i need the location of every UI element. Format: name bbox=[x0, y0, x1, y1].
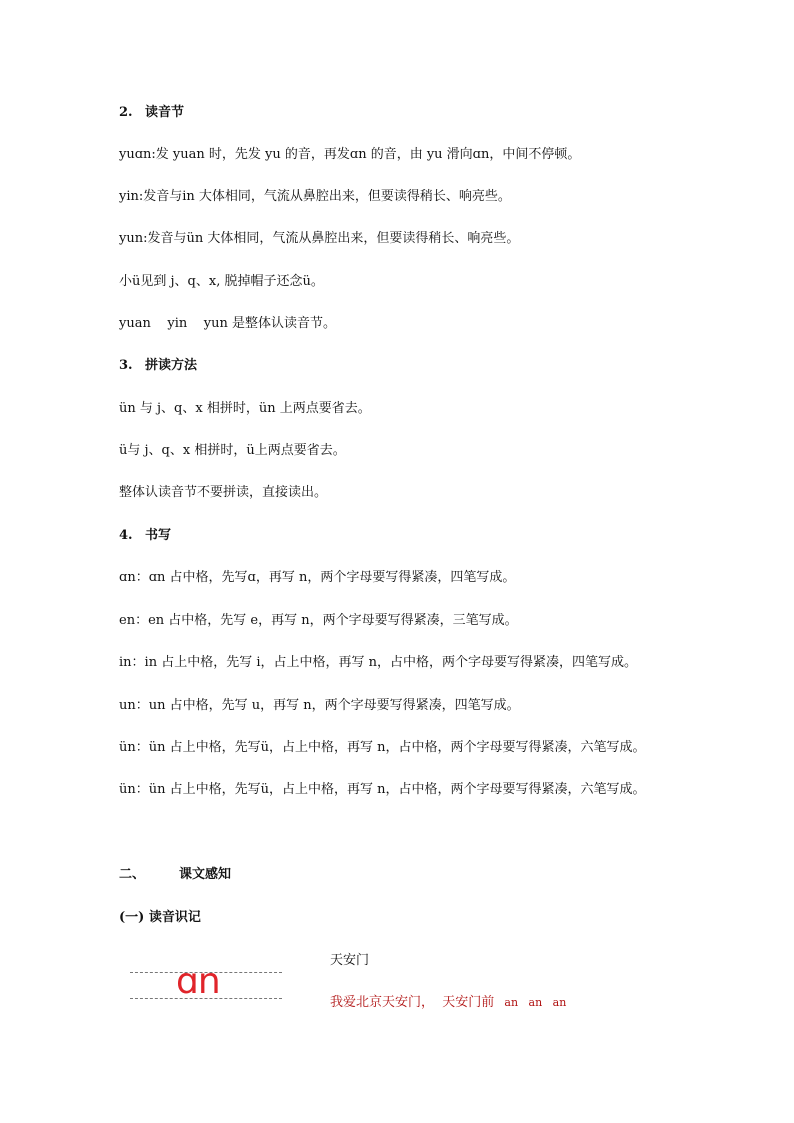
subheading: (一) 读音识记 bbox=[119, 910, 201, 925]
part-2-heading: 二、 课文感知 bbox=[119, 867, 232, 882]
section-3-heading: 3. 拼读方法 bbox=[119, 358, 198, 373]
paragraph: en：en 占中格，先写 e，再写 n，两个字母要写得紧凑，三笔写成。 bbox=[119, 613, 518, 628]
paragraph: ün 与 j、q、x 相拼时，ün 上两点要省去。 bbox=[119, 401, 371, 416]
paragraph: 小ü见到 j、q、x, 脱掉帽子还念ü。 bbox=[119, 274, 324, 289]
poem-title: 天安门 bbox=[330, 953, 370, 968]
paragraph: yuan yin yun 是整体认读音节。 bbox=[119, 316, 336, 331]
paragraph: ün：ün 占上中格，先写ü，占上中格，再写 n，占中格，两个字母要写得紧凑，六笔写成。 bbox=[119, 740, 646, 755]
paragraph: 整体认读音节不要拼读，直接读出。 bbox=[119, 485, 328, 500]
paragraph: yin:发音与in 大体相同，气流从鼻腔出来，但要读得稍长、响亮些。 bbox=[119, 189, 511, 204]
section-4-heading: 4. 书写 bbox=[119, 528, 172, 543]
paragraph: ün：ün 占上中格，先写ü，占上中格，再写 n，占中格，两个字母要写得紧凑，六笔写成。 bbox=[119, 782, 646, 797]
paragraph: ü与 j、q、x 相拼时，ü上两点要省去。 bbox=[119, 443, 346, 458]
paragraph: yun:发音与ün 大体相同，气流从鼻腔出来，但要读得稍长、响亮些。 bbox=[119, 231, 520, 246]
paragraph: in：in 占上中格，先写 i，占上中格，再写 n，占中格，两个字母要写得紧凑，四笔写成。 bbox=[119, 655, 637, 670]
pinyin-letters: ɑn bbox=[176, 961, 220, 1002]
pinyin-writing-sample bbox=[130, 960, 282, 1004]
poem-line: 我爱北京天安门， 天安门前 an an an bbox=[330, 995, 567, 1010]
paragraph: un：un 占中格，先写 u，再写 n，两个字母要写得紧凑，四笔写成。 bbox=[119, 698, 520, 713]
section-2-heading: 2. 读音节 bbox=[119, 105, 185, 120]
paragraph: ɑn：ɑn 占中格，先写ɑ，再写 n，两个字母要写得紧凑，四笔写成。 bbox=[119, 570, 516, 585]
paragraph: yuɑn:发 yuan 时，先发 yu 的音，再发ɑn 的音，由 yu 滑向ɑn，中间不停顿。 bbox=[119, 147, 581, 162]
